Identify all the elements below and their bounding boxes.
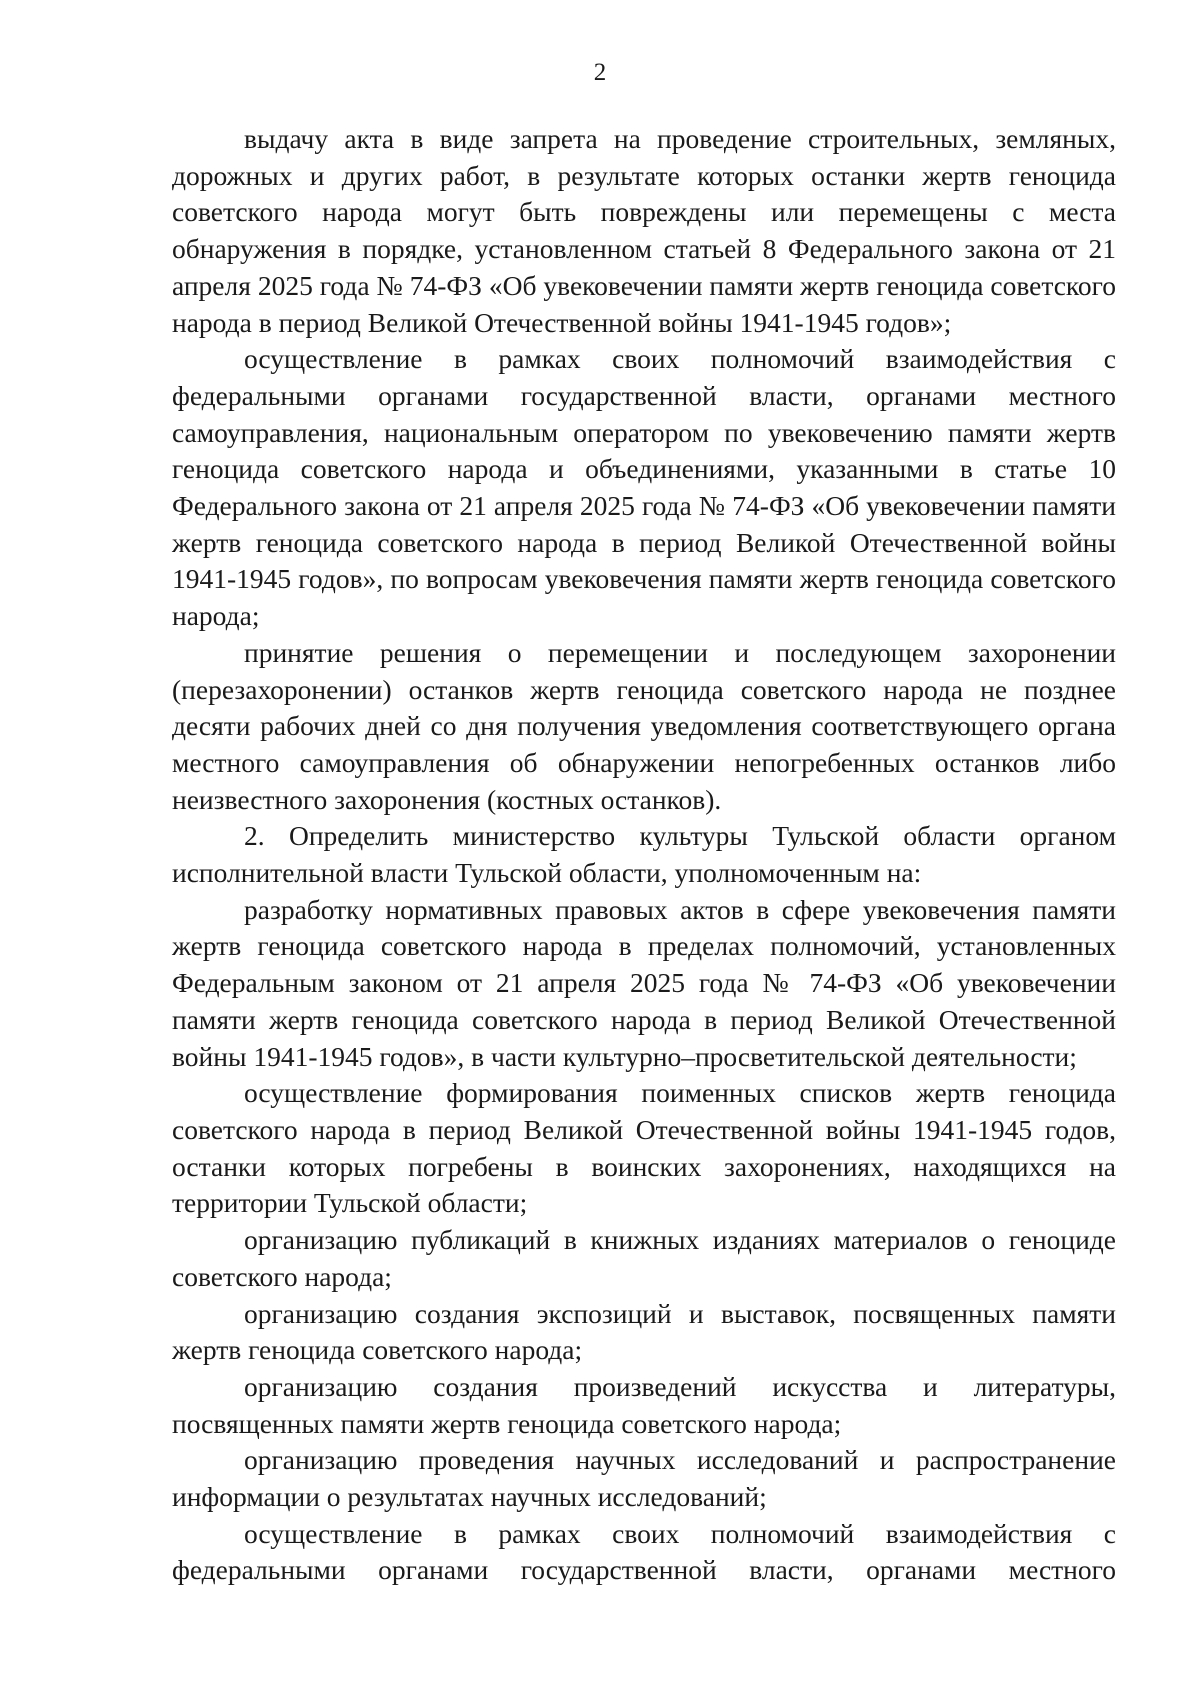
paragraph-art-literature: организацию создания произведений искусства и литературы, посвященных памяти жертв геноцида советского народа; bbox=[172, 1370, 1116, 1439]
paragraph-exhibitions: организацию создания экспозиций и выставок, посвященных памяти жертв геноцида советского народа; bbox=[172, 1297, 1116, 1366]
paragraph-ministry-of-culture: 2. Определить министерство культуры Тульской области органом исполнительной власти Тульской области, уполномоченным на: bbox=[172, 820, 1116, 889]
paragraph-victim-lists: осуществление формирования поименных списков жертв геноцида советского народа в период Великой Отечественной войны 1941-1945 годов, останки которых погребены в воинских захоронениях, находящихся на территории Тульской области; bbox=[172, 1077, 1116, 1219]
paragraph-regulatory-acts: разработку нормативных правовых актов в сфере увековечения памяти жертв геноцида советского народа в пределах полномочий, установленных Федеральным законом от 21 апреля 2025 года № 74-ФЗ «Об увековечении памяти жертв геноцида советского народа в период Великой Отечественной войны 1941-1945 годов», в части культурно–просветительской деятельности; bbox=[172, 893, 1116, 1072]
document-body bbox=[172, 121, 1116, 1589]
paragraph-act-issuance: выдачу акта в виде запрета на проведение строительных, земляных, дорожных и других работ, в результате которых останки жертв геноцида советского народа могут быть повреждены или перемещены с места обнаружения в порядке, установленном статьей 8 Федерального закона от 21 апреля 2025 года № 74-ФЗ «Об увековечении памяти жертв геноцида советского народа в период Великой Отечественной войны 1941-1945 годов»; bbox=[172, 123, 1116, 338]
paragraph-interaction-federal-bodies: осуществление в рамках своих полномочий взаимодействия с федеральными органами государственной власти, органами местного самоуправления, национальным оператором по увековечению памяти жертв геноцида советского народа и объединениями, указанными в статье 10 Федерального закона от 21 апреля 2025 года № 74-ФЗ «Об увековечении памяти жертв геноцида советского народа в период Великой Отечественной войны 1941-1945 годов», по вопросам увековечения памяти жертв геноцида советского народа; bbox=[172, 343, 1116, 632]
paragraph-publications: организацию публикаций в книжных изданиях материалов о геноциде советского народа; bbox=[172, 1224, 1116, 1292]
paragraph-reburial-decision: принятие решения о перемещении и последующем захоронении (перезахоронении) останков жертв геноцида советского народа не позднее десяти рабочих дней со дня получения уведомления соответствующего органа местного самоуправления об обнаружении непогребенных останков либо неизвестного захоронения (костных останков). bbox=[172, 636, 1116, 815]
paragraph-research: организацию проведения научных исследований и распространение информации о результатах научных исследований; bbox=[172, 1444, 1116, 1513]
paragraph-interaction-continued: осуществление в рамках своих полномочий взаимодействия с федеральными органами государственной власти, органами местного bbox=[172, 1517, 1116, 1586]
page-number: 2 bbox=[593, 59, 607, 86]
